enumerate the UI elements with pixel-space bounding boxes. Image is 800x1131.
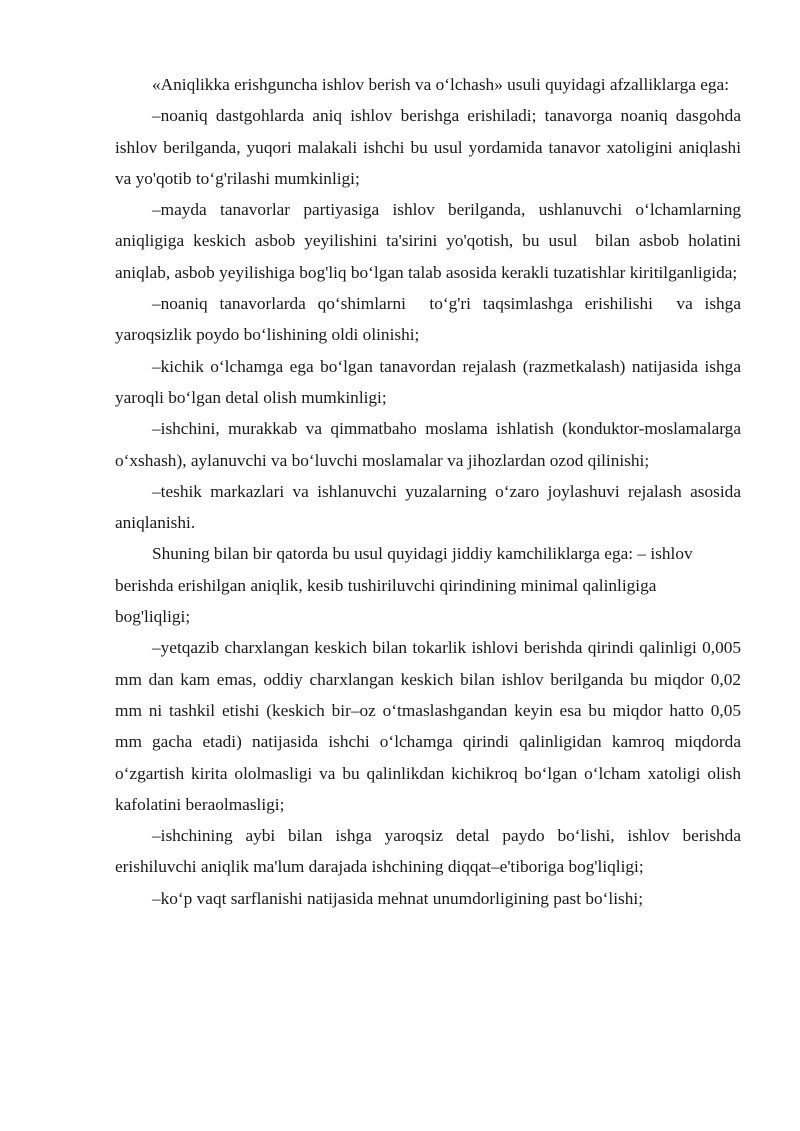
- paragraph-advantage-2: –mayda tanavorlar partiyasiga ishlov berilganda, ushlanuvchi o‘lchamlarning aniqligiga keskich asbob yeyilishini ta'sirini yo'qotish, bu usul bilan asbob holatini aniqlab, asbob yeyilishiga bog'liq bo‘lgan talab asosida kerakli tuzatishlar kiritilganligida;: [115, 200, 746, 282]
- paragraph-advantage-4: –kichik o‘lchamga ega bo‘lgan tanavordan rejalash (razmetkalash) natijasida ishga yaroqli bo‘lgan detal olish mumkinligi;: [115, 356, 746, 407]
- paragraph-advantage-1: –noaniq dastgohlarda aniq ishlov berishga erishiladi; tanavorga noaniq dasgohda ishlov berilganda, yuqori malakali ishchi bu usul yordamida tanavor xatoligini aniqlashi va yo'qotib to‘g'rilashi mumkinligi;: [115, 106, 746, 188]
- paragraph-advantages-intro: «Aniqlikka erishguncha ishlov berish va o‘lchash» usuli quyidagi afzalliklarga ega:: [152, 75, 730, 94]
- paragraph-advantage-5: –ishchini, murakkab va qimmatbaho moslama ishlatish (konduktor-moslamalarga o‘xshash), aylanuvchi va bo‘luvchi moslamalar va jihozlardan ozod qilinishi;: [115, 419, 746, 470]
- paragraph-advantage-6: –teshik markazlari va ishlanuvchi yuzalarning o‘zaro joylashuvi rejalash asosida aniqlanishi.: [115, 481, 746, 533]
- paragraph-disadvantage-1: –yetqazib charxlangan keskich bilan tokarlik ishlovi berishda qirindi qalinligi 0,005 mm dan kam emas, oddiy charxlangan keskich bilan ishlov berilganda bu miqdor 0,02 mm ni tashkil etishi (keskich bir–oz o‘tmaslashgandan keyin esa bu miqdor hatto 0,05 mm gacha etadi) natijasida ishchi o‘lchamga qirindi qalinligidan kamroq miqdorda o‘zgartish kirita ololmasligi va bu qalinlikdan kichikroq bo‘lgan o‘lcham xatoligi olish kafolatini beraolmasligi;: [115, 638, 746, 814]
- paragraph-disadvantage-2: –ishchining aybi bilan ishga yaroqsiz detal paydo bo‘lishi, ishlov berishda erishiluvchi aniqlik ma'lum darajada ishchining diqqat–e'tiboriga bog'liqligi;: [115, 826, 746, 877]
- document-page: [115, 69, 746, 914]
- paragraph-disadvantages-intro: Shuning bilan bir qatorda bu usul quyidagi jiddiy kamchiliklarga ega: – ishlov berishda erishilgan aniqlik, kesib tushiriluvchi qirindining minimal qalinligiga bog'liqligi;: [115, 544, 693, 627]
- paragraph-advantage-3: –noaniq tanavorlarda qo‘shimlarni to‘g'ri taqsimlashga erishilishi va ishga yaroqsizlik poydo bo‘lishining oldi olinishi;: [115, 294, 746, 345]
- paragraph-disadvantage-3: –ko‘p vaqt sarflanishi natijasida mehnat unumdorligining past bo‘lishi;: [152, 888, 643, 908]
